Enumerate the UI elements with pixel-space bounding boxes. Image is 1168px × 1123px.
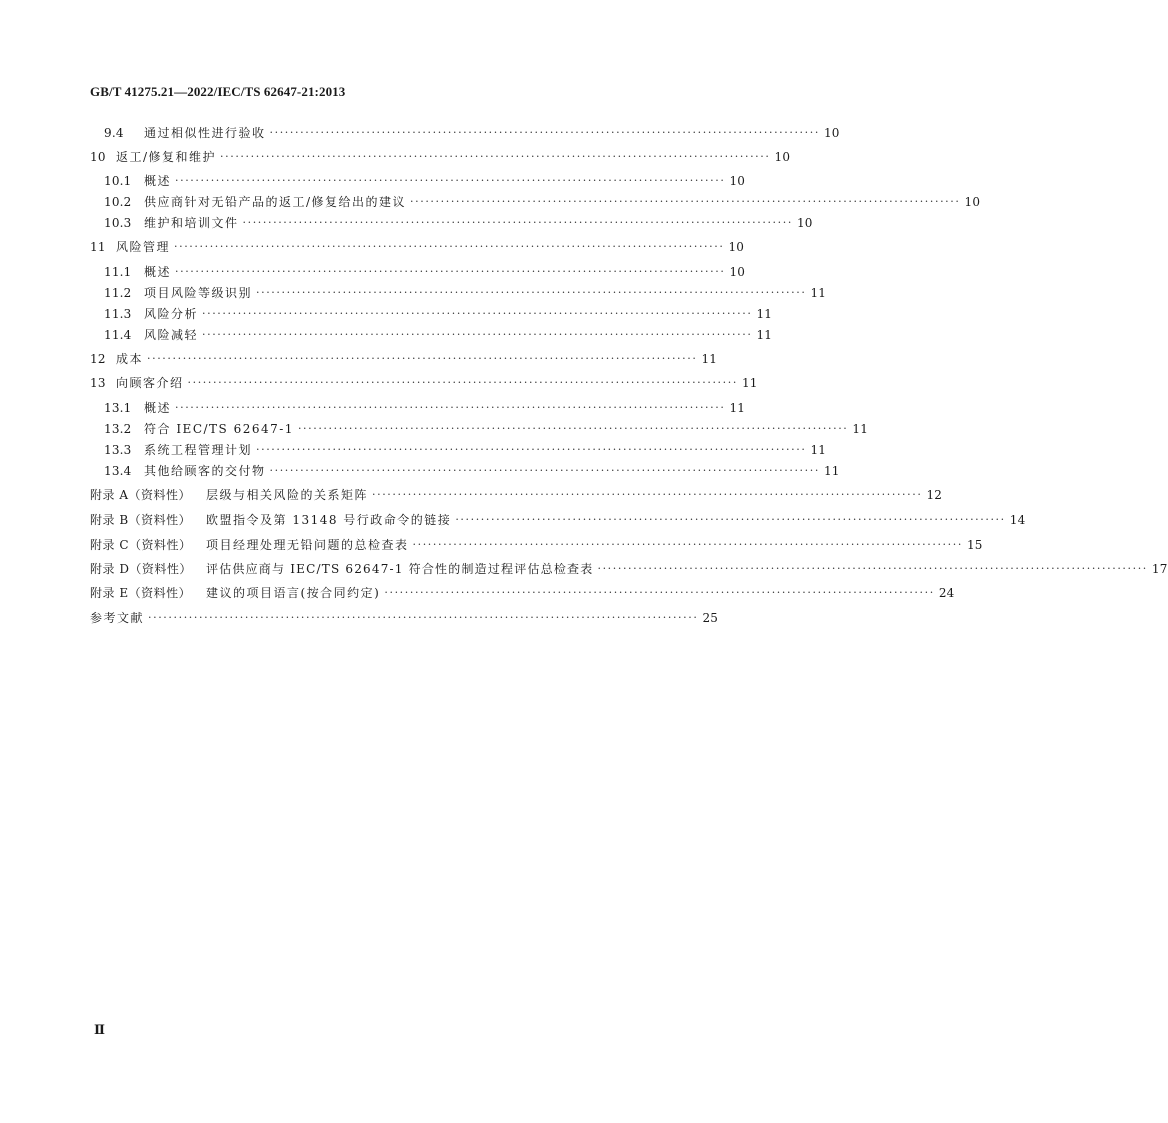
- toc-title: 建议的项目语言(按合同约定): [206, 586, 381, 600]
- toc-leader: ············································································································: [269, 464, 820, 477]
- toc-number: 13.1: [104, 401, 132, 415]
- toc-entry-11-1[interactable]: [104, 259, 746, 279]
- toc-title: 维护和培训文件: [144, 216, 239, 230]
- toc-entry-11-3[interactable]: [104, 301, 773, 321]
- toc-title: 通过相似性进行验收: [144, 126, 266, 140]
- toc-number: 9.4: [104, 126, 124, 140]
- toc-number: 13: [90, 376, 106, 390]
- toc-entry-annex-d[interactable]: [90, 556, 1168, 576]
- toc-entry-annex-c[interactable]: [90, 532, 983, 552]
- toc-number: 10.1: [104, 174, 132, 188]
- toc-entry-10-3[interactable]: [104, 210, 813, 230]
- toc-leader: ············································································································: [187, 376, 738, 389]
- toc-title: 概述: [144, 401, 172, 415]
- toc-title: 供应商针对无铅产品的返工/修复给出的建议: [144, 195, 407, 209]
- toc-page-number: 11: [756, 307, 773, 321]
- toc-page-number: 10: [823, 126, 840, 140]
- toc-number: 10.2: [104, 195, 132, 209]
- toc-title: 风险分析: [144, 307, 199, 321]
- toc-leader: ············································································································: [597, 562, 1148, 575]
- toc-leader: ············································································································: [147, 352, 698, 365]
- toc-entry-13[interactable]: [90, 370, 758, 390]
- toc-entry-11-2[interactable]: [104, 280, 827, 300]
- toc-leader: ············································································································: [220, 150, 771, 163]
- toc-page-number: 10: [964, 195, 981, 209]
- toc-title: 其他给顾客的交付物: [144, 464, 266, 478]
- toc-page-number: 10: [774, 150, 791, 164]
- toc-leader: ············································································································: [372, 488, 923, 501]
- toc-number: 附录 A（资料性）: [90, 488, 191, 502]
- toc-leader: ············································································································: [175, 401, 726, 414]
- toc-number: 12: [90, 352, 106, 366]
- toc-entry-10-1[interactable]: [104, 168, 746, 188]
- toc-entry-10[interactable]: [90, 144, 791, 164]
- toc-title: 符合 IEC/TS 62647-1: [144, 422, 294, 436]
- toc-number: 附录 E（资料性）: [90, 586, 192, 600]
- toc-number: 10.3: [104, 216, 132, 230]
- toc-entry-11[interactable]: [90, 234, 745, 254]
- toc-title: 项目风险等级识别: [144, 286, 253, 300]
- toc-leader: ············································································································: [175, 174, 726, 187]
- toc-leader: ············································································································: [202, 328, 753, 341]
- toc-title: 概述: [144, 174, 172, 188]
- page-number: Ⅱ: [94, 1022, 105, 1037]
- toc-number: 13.2: [104, 422, 132, 436]
- toc-title: 系统工程管理计划: [144, 443, 253, 457]
- toc-entry-11-4[interactable]: [104, 322, 773, 342]
- toc-page-number: 10: [729, 265, 746, 279]
- toc-page-number: 12: [926, 488, 943, 502]
- toc-page-number: 11: [701, 352, 718, 366]
- toc-page-number: 14: [1009, 513, 1026, 527]
- toc-entry-13-4[interactable]: [104, 458, 840, 478]
- toc-title: 风险管理: [116, 240, 171, 254]
- toc-entry-annex-e[interactable]: [90, 580, 955, 600]
- toc-number: 13.4: [104, 464, 132, 478]
- toc-title: 向顾客介绍: [116, 376, 184, 390]
- toc-entry-annex-b[interactable]: [90, 507, 1026, 527]
- toc-leader: ············································································································: [455, 513, 1006, 526]
- toc-page-number: 11: [810, 286, 827, 300]
- toc-title: 参考文献: [90, 611, 145, 625]
- toc-page-number: 24: [938, 586, 955, 600]
- toc-number: 13.3: [104, 443, 132, 457]
- toc-leader: ············································································································: [242, 216, 793, 229]
- toc-page-number: 10: [796, 216, 813, 230]
- toc-leader: ············································································································: [384, 586, 935, 599]
- toc-title: 风险减轻: [144, 328, 199, 342]
- toc-leader: ············································································································: [174, 240, 725, 253]
- toc-number: 11.1: [104, 265, 132, 279]
- toc-page-number: 25: [702, 611, 719, 625]
- toc-title: 评估供应商与 IEC/TS 62647-1 符合性的制造过程评估总检查表: [206, 562, 594, 576]
- toc-page-number: 11: [741, 376, 758, 390]
- toc-page-number: 10: [728, 240, 745, 254]
- toc-title: 成本: [116, 352, 144, 366]
- toc-entry-13-1[interactable]: [104, 395, 746, 415]
- toc-page-number: 11: [756, 328, 773, 342]
- toc-page-number: 15: [966, 538, 983, 552]
- document-header: GB/T 41275.21—2022/IEC/TS 62647-21:2013: [90, 84, 346, 99]
- toc-title: 返工/修复和维护: [116, 150, 217, 164]
- toc-entry-13-2[interactable]: [104, 416, 869, 436]
- toc-entry-annex-a[interactable]: [90, 482, 943, 502]
- toc-leader: ············································································································: [269, 126, 820, 139]
- toc-number: 附录 B（资料性）: [90, 513, 192, 527]
- toc-entry-9-4[interactable]: [104, 120, 840, 140]
- toc-page-number: 11: [729, 401, 746, 415]
- toc-number: 11.3: [104, 307, 132, 321]
- toc-leader: ············································································································: [412, 538, 963, 551]
- toc-leader: ············································································································: [175, 265, 726, 278]
- toc-title: 概述: [144, 265, 172, 279]
- toc-leader: ············································································································: [410, 195, 961, 208]
- toc-page-number: 10: [729, 174, 746, 188]
- toc-entry-10-2[interactable]: [104, 189, 981, 209]
- toc-title: 项目经理处理无铅问题的总检查表: [206, 538, 409, 552]
- toc-number: 11.2: [104, 286, 132, 300]
- toc-leader: ············································································································: [256, 286, 807, 299]
- toc-entry-12[interactable]: [90, 346, 718, 366]
- toc-page-number: 11: [810, 443, 827, 457]
- toc-page-number: 11: [823, 464, 840, 478]
- toc-title: 层级与相关风险的关系矩阵: [206, 488, 369, 502]
- toc-entry-13-3[interactable]: [104, 437, 827, 457]
- toc-number: 11.4: [104, 328, 132, 342]
- toc-leader: ············································································································: [297, 422, 849, 435]
- toc-leader: ············································································································: [148, 611, 699, 624]
- toc-leader: ············································································································: [256, 443, 807, 456]
- toc-title: 欧盟指令及第 13148 号行政命令的链接: [206, 513, 452, 527]
- toc-leader: ············································································································: [202, 307, 753, 320]
- toc-entry-bibliography[interactable]: [90, 605, 719, 625]
- toc-number: 附录 D（资料性）: [90, 562, 192, 576]
- toc-page-number: 11: [852, 422, 869, 436]
- toc-number: 10: [90, 150, 106, 164]
- toc-number: 附录 C（资料性）: [90, 538, 192, 552]
- toc-number: 11: [90, 240, 106, 254]
- toc-page-number: 17: [1151, 562, 1168, 576]
